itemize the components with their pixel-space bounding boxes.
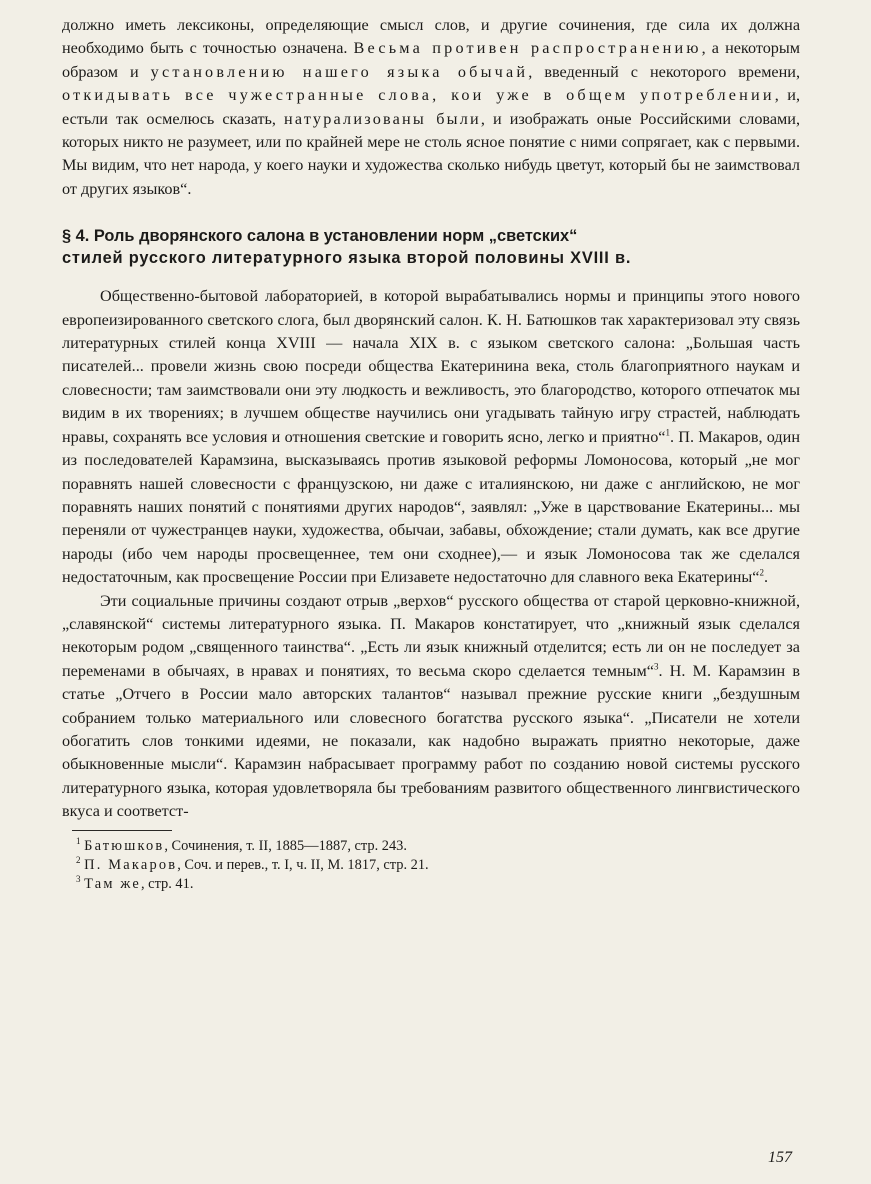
text-run: , введенный с некоторого времени,	[528, 62, 800, 81]
book-page	[62, 14, 800, 894]
footnotes	[62, 830, 800, 894]
text-run: .	[763, 568, 769, 587]
footnote-text: , Соч. и перев., т. I, ч. II, М. 1817, стр. 21.	[177, 856, 429, 873]
footnote-author: Батюшков	[84, 837, 165, 854]
footnote-mark: 1	[76, 835, 81, 846]
footnote-item	[76, 837, 800, 856]
text-run: должно иметь лексиконы, определяющие смысл слов, и другие сочинения, где сила их должна необходимо быть с точностью означена.	[62, 16, 800, 58]
footnote-divider	[72, 830, 172, 831]
footnote-item	[76, 856, 800, 875]
text-run: Эти социальные причины создают отрыв „верхов“ русского общества от старой церковно-книжной, „славянской“ системы литературного языка. П. Макаров констатирует, что „книжный язык сделался некоторым родом „священного таинства“. „Есть ли язык книжный отделится; есть ли он не последует за переменами в обычаях, в нравах и понятиях, то весьма скоро сделается темным“	[62, 591, 800, 680]
text-run: , и изображать оные Российскими словами, которых никто не разумеет, или по крайней мере не столь ясное понятие с ними сопрягает, как с первыми. Мы видим, что нет народа, у коего науки и художества сколько нибудь цветут, который бы не заимствовал от других языков“.	[62, 109, 801, 198]
spaced-emphasis: Весьма противен распространению	[353, 39, 702, 58]
footnote-mark: 3	[76, 873, 81, 884]
footnote-ref[interactable]: 3	[653, 661, 659, 672]
footnote-author: Там же	[84, 875, 141, 892]
spaced-emphasis: натурализованы были	[284, 109, 481, 128]
text-run: , и, естьли так осмелюсь сказать,	[62, 86, 800, 128]
footnote-ref[interactable]: 2	[759, 567, 764, 578]
footnote-text: , Сочинения, т. II, 1885—1887, стр. 243.	[164, 837, 407, 854]
footnote-text: , стр. 41.	[140, 875, 194, 892]
paragraph-quote-continuation	[62, 14, 800, 201]
footnote-ref[interactable]: 1	[665, 427, 670, 438]
heading-line-2: стилей русского литературного языка второй половины XVIII в.	[62, 249, 632, 268]
heading-line-1: § 4. Роль дворянского салона в установлении норм „светских“	[62, 227, 578, 246]
footnote-item	[76, 875, 800, 894]
paragraph-salon	[62, 285, 800, 589]
paragraph-social-causes	[62, 590, 800, 824]
text-run: , а некоторым образом и	[62, 39, 801, 81]
footnote-author: П. Макаров	[84, 856, 178, 873]
section-heading	[62, 225, 800, 269]
text-run: . Н. М. Карамзин в статье „Отчего в России мало авторских талантов“ называл прежние русские книги „бездушным собранием только материального или словесного богатства русского языка“. „Писатели не хотели обогатить слов тонкими идеями, не показали, как надобно выражать приятно некоторые, даже обыкновенные мысли“. Карамзин набрасывает программу работ по созданию новой системы русского литературного языка, которая удовлетворяла бы требованиям развитого общественного лингвистического вкуса и соответст-	[62, 661, 800, 821]
spaced-emphasis: откидывать все чужестранные слова, кои уже в общем употреблении	[62, 86, 775, 105]
footnote-mark: 2	[76, 854, 81, 865]
page-number: 157	[768, 1149, 792, 1166]
text-run: Общественно-бытовой лабораторией, в которой вырабатывались нормы и принципы этого нового европеизированного светского слога, был дворянский салон. К. Н. Батюшков так характеризовал эту связь литературных стилей конца XVIII — начала XIX в. с языком светского салона: „Большая часть писателей... провели жизнь свою посреди общества Екатеринина века, столь благоприятного наукам и словесности; там заимствовали они эту людкость и вежливость, это благородство, которого отпечаток мы видим в их творениях; в лучшем обществе научились они угадывать тайную игру страстей, наблюдать нравы, сохранять все условия и отношения светские и говорить ясно, легко и приятно“	[62, 287, 800, 446]
text-run: . П. Макаров, один из последователей Карамзина, высказываясь против языковой реформы Ломоносова, который „не мог поравнять нашей словесности с французскою, ни даже с италиянскою, ни даже с английскою, не мог поравнять наших понятий с понятиями других народов“, заявлял: „Уже в царствование Екатерины... мы переняли от чужестранцев науки, художества, обычаи, забавы, обхождение; стали думать, как все другие народы (ибо чем народы просвещеннее, тем они сходнее),— и язык Ломоносова так же сделался недостаточным, как просвещение России при Елизавете недостаточно для славного века Екатерины“	[62, 427, 800, 587]
spaced-emphasis: установлению нашего языка обычай	[150, 62, 529, 81]
